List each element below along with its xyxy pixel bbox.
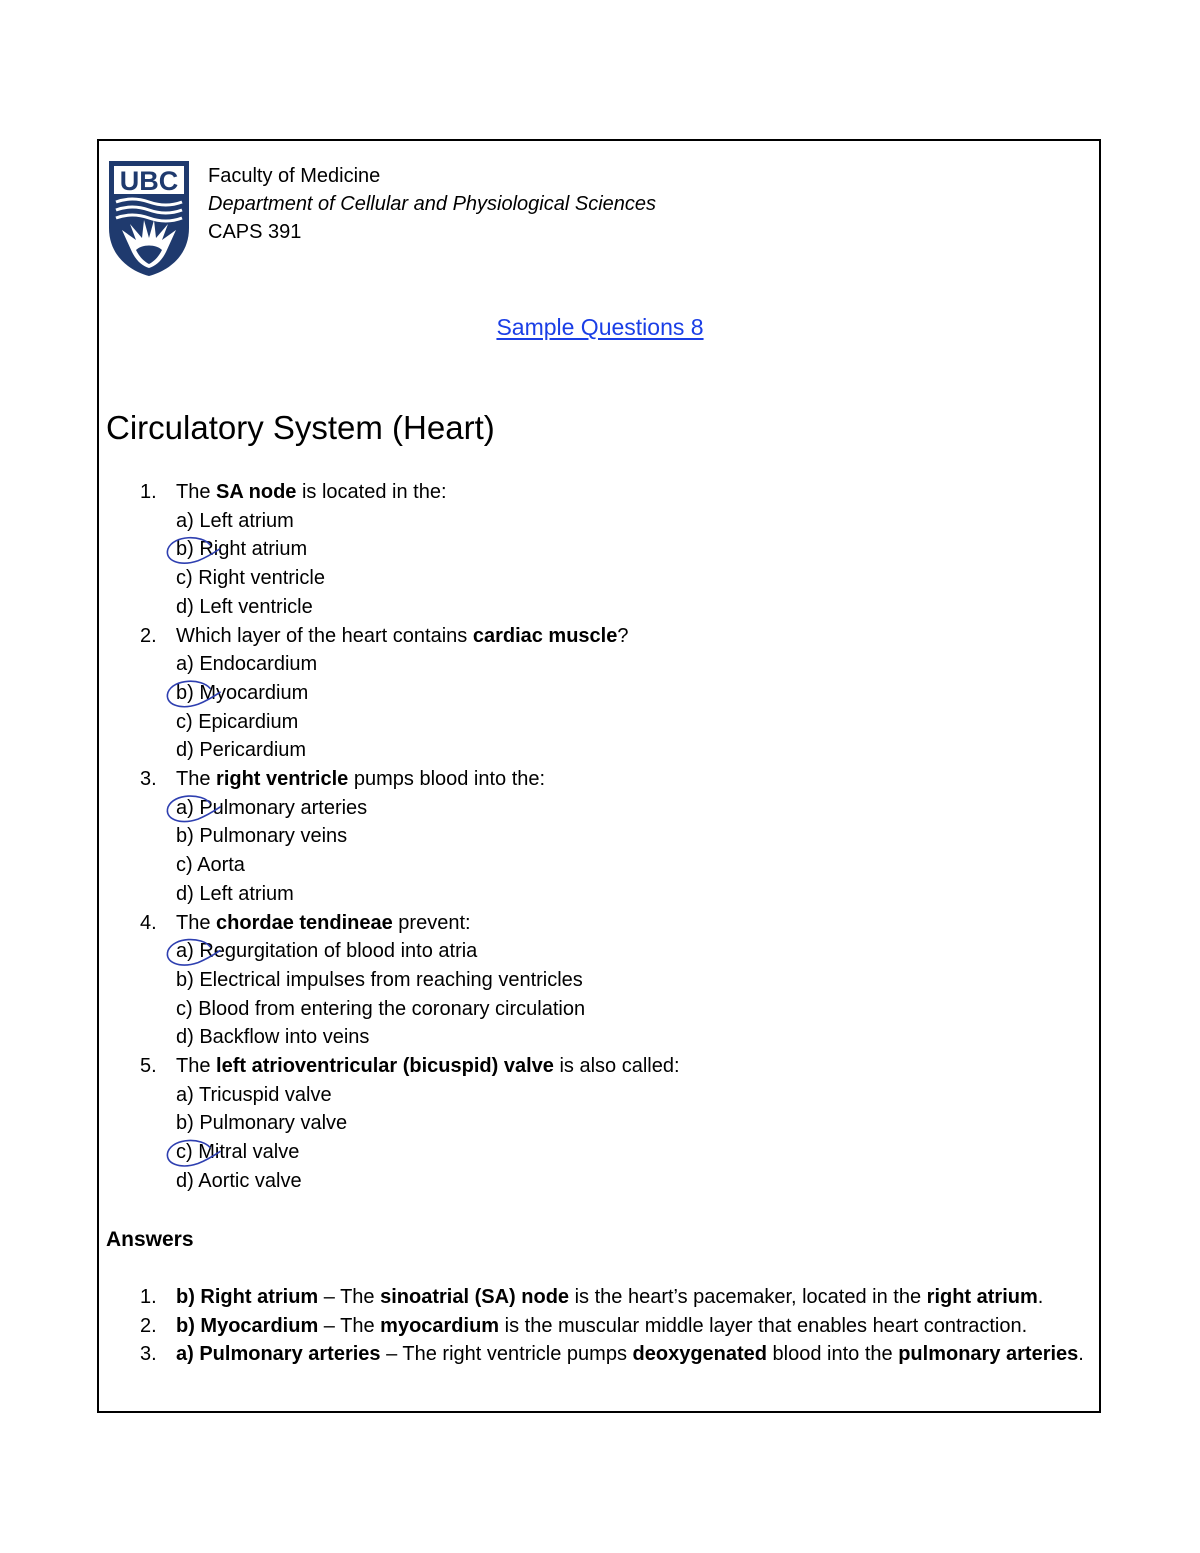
bold-text: sinoatrial (SA) node: [380, 1286, 570, 1308]
header-block: [208, 162, 656, 246]
answer-option: [106, 535, 1096, 564]
answer-option: [106, 995, 1096, 1024]
bold-text: cardiac muscle: [472, 624, 618, 647]
option-text: d) Pericardium: [176, 739, 307, 762]
answer-option: [106, 1138, 1096, 1167]
option-text: c) Mitral valve: [176, 1141, 300, 1164]
answer-option: [106, 822, 1096, 851]
option-text: b) Pulmonary valve: [176, 1112, 348, 1135]
bold-text: pulmonary arteries: [898, 1343, 1079, 1366]
bold-text: left atrioventricular (bicuspid) valve: [216, 1055, 554, 1078]
text-run: is the muscular middle layer that enables heart contraction.: [499, 1314, 1028, 1337]
text-run: Which layer of the heart contains: [176, 624, 473, 647]
answer-option: [106, 851, 1096, 880]
question-stem: [106, 1052, 1096, 1081]
question-list: [106, 478, 1096, 1196]
answer-list: [106, 1283, 1096, 1369]
answer-option: [106, 1109, 1096, 1138]
text-run: is located in the:: [296, 481, 447, 503]
question-text: [106, 1055, 680, 1077]
answer-explanation: [106, 1340, 1096, 1369]
section-heading: Circulatory System (Heart): [106, 409, 495, 446]
answer-option: [106, 1023, 1096, 1052]
option-text: a) Pulmonary arteries: [176, 796, 368, 819]
answer-option: [106, 650, 1096, 679]
text-run: is the heart’s pacemaker, located in the: [569, 1286, 927, 1308]
option-text: b) Right atrium: [176, 538, 308, 561]
answer-text: [106, 1312, 1096, 1341]
answer-option: [106, 1167, 1096, 1196]
option-text: c) Blood from entering the coronary circulation: [176, 997, 586, 1020]
option-text: d) Aortic valve: [176, 1169, 302, 1192]
text-run: blood into the: [767, 1343, 899, 1366]
option-text: b) Pulmonary veins: [176, 825, 348, 848]
text-run: The: [176, 481, 217, 503]
text-run: – The right ventricle pumps: [380, 1343, 633, 1366]
answer-option: [106, 708, 1096, 737]
bold-text: myocardium: [380, 1314, 500, 1337]
answer-option: [106, 507, 1096, 536]
text-run: The: [176, 1055, 217, 1078]
bold-text: chordae tendineae: [216, 911, 393, 934]
bold-text: b) Right atrium: [176, 1286, 319, 1308]
question-stem: [106, 909, 1096, 938]
option-text: d) Backflow into veins: [176, 1026, 370, 1049]
question-stem: [106, 622, 1096, 651]
question-number: 3.: [140, 768, 157, 791]
option-text: c) Aorta: [176, 854, 245, 877]
bold-text: SA node: [216, 481, 297, 503]
option-text: b) Myocardium: [176, 681, 309, 704]
question-number: 1.: [140, 481, 157, 503]
sheet-title-block: [0, 312, 1200, 342]
answer-option: [106, 679, 1096, 708]
text-run: .: [1037, 1286, 1044, 1308]
question-number: 2.: [140, 624, 157, 647]
option-text: a) Regurgitation of blood into atria: [176, 940, 478, 963]
question-number: 4.: [140, 911, 157, 934]
question-text: [106, 625, 628, 647]
logo-text: UBC: [119, 166, 179, 196]
answer-option: [106, 736, 1096, 765]
option-text: c) Right ventricle: [176, 567, 325, 590]
answer-option: [106, 880, 1096, 909]
option-text: b) Electrical impulses from reaching ventricles: [176, 968, 583, 991]
text-run: The: [176, 768, 217, 791]
text-run: The: [176, 911, 217, 934]
department-name: Department of Cellular and Physiological Sciences: [208, 193, 657, 215]
option-text: d) Left atrium: [176, 882, 294, 905]
answer-option: [106, 593, 1096, 622]
question-stem: [106, 478, 1096, 507]
text-run: is also called:: [553, 1055, 680, 1078]
bold-text: right atrium: [926, 1286, 1038, 1308]
bold-text: right ventricle: [216, 768, 349, 791]
answer-option: [106, 966, 1096, 995]
option-text: a) Endocardium: [176, 653, 318, 676]
answer-number: 2.: [140, 1314, 157, 1337]
bold-text: deoxygenated: [632, 1343, 767, 1366]
answer-text: [106, 1340, 1096, 1369]
text-run: ?: [617, 624, 629, 647]
text-run: .: [1078, 1343, 1084, 1366]
answer-explanation: [106, 1312, 1096, 1341]
question-number: 5.: [140, 1055, 157, 1078]
course-code: CAPS 391: [208, 221, 302, 243]
option-text: a) Tricuspid valve: [176, 1083, 332, 1106]
sheet-title-link[interactable]: Sample Questions 8: [496, 314, 704, 340]
answer-option: [106, 564, 1096, 593]
answer-number: 3.: [140, 1343, 157, 1366]
answer-option: [106, 1081, 1096, 1110]
answer-text: [106, 1283, 1096, 1312]
question-text: [106, 768, 545, 790]
option-text: c) Epicardium: [176, 710, 299, 733]
answer-explanation: [106, 1283, 1096, 1312]
answer-option: [106, 937, 1096, 966]
answer-number: 1.: [140, 1286, 157, 1308]
text-run: – The: [318, 1314, 381, 1337]
question-stem: [106, 765, 1096, 794]
text-run: – The: [318, 1286, 381, 1308]
bold-text: b) Myocardium: [176, 1314, 319, 1337]
text-run: pumps blood into the:: [348, 768, 546, 791]
bold-text: a) Pulmonary arteries: [176, 1343, 381, 1366]
answer-option: [106, 794, 1096, 823]
option-text: d) Left ventricle: [176, 595, 313, 618]
ubc-logo: [106, 158, 192, 278]
answers-heading: Answers: [106, 1228, 194, 1251]
text-run: prevent:: [392, 911, 471, 934]
option-text: a) Left atrium: [176, 509, 294, 532]
faculty-name: Faculty of Medicine: [208, 165, 381, 187]
